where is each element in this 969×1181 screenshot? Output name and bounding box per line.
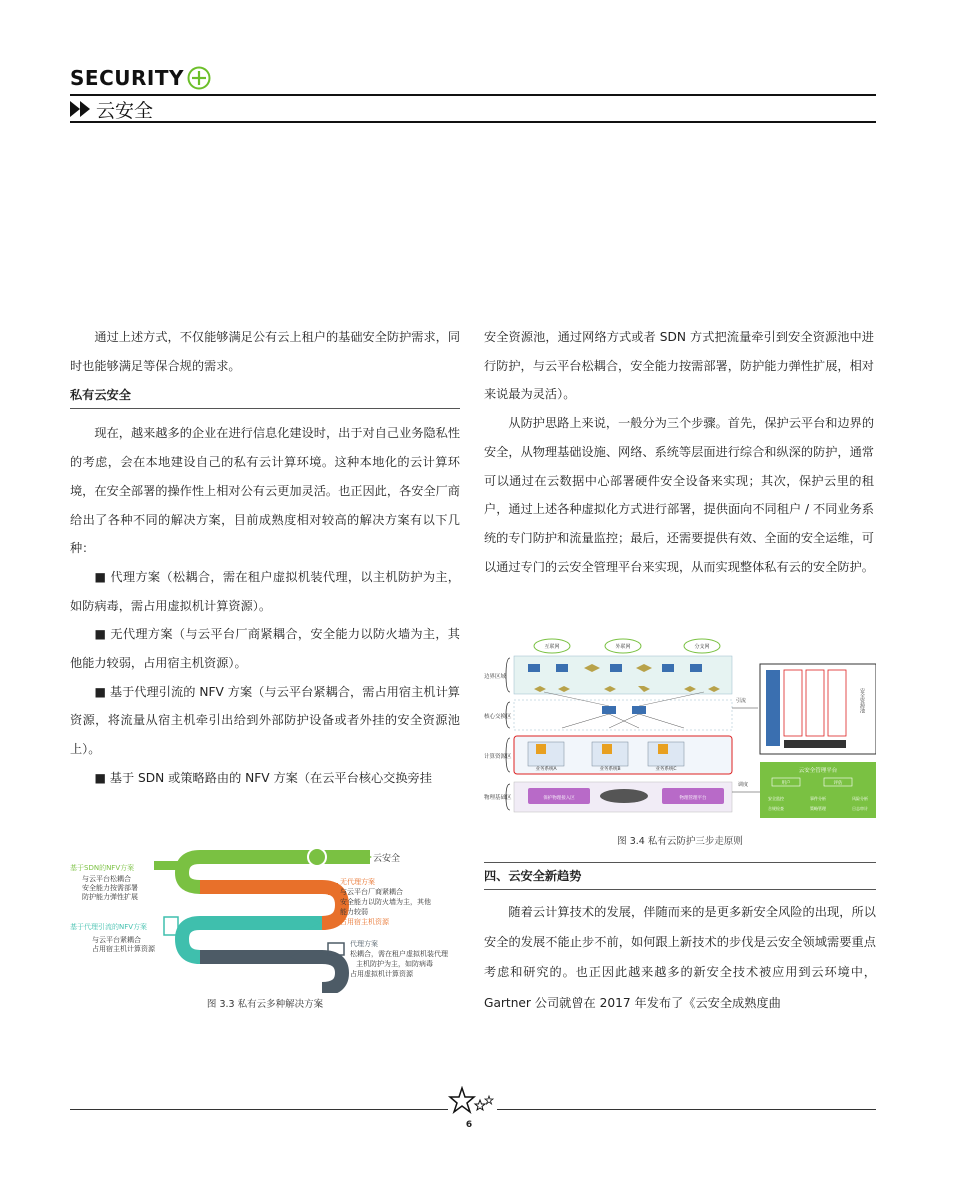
bullet-item: ■ 基于代理引流的 NFV 方案（与云平台紧耦合，需占用宿主机计算资源，将流量从宿主机牵引出给到外部防护设备或者外挂的安全资源池上）。 [70, 684, 460, 757]
vm-label: 业务系统A [535, 767, 557, 772]
s1-title: 基于SDN的NFV方案 [70, 864, 135, 872]
s2-line: 能力较弱 [340, 908, 368, 916]
stars-icon [447, 1086, 497, 1116]
zone-label: 边界区域 [484, 674, 507, 680]
router-icon [528, 664, 540, 672]
router-icon [556, 664, 568, 672]
vm-label: 业务系统C [655, 767, 677, 772]
router-icon [662, 664, 674, 672]
mgmt-item: 评估 [833, 781, 843, 786]
phys-label: 物理管理平台 [679, 796, 707, 801]
bullet-item: ■ 基于 SDN 或策略路由的 NFV 方案（在云平台核心交换旁挂 [94, 770, 432, 785]
paragraph: 从防护思路上来说，一般分为三个步骤。首先，保护云平台和边界的安全，从物理基础设施、网络、系统等层面进行综合和纵深的防护，通常可以通过在云数据中心部署硬件安全设备来实现；其次，保护云里的租户，通过上述各种虚拟化方式进行部署，提供面向不同租户 / 不同业务系统的专门防护和流量监控；最后，还需要提供有效、全面的安全运维，可以通过专门的云安全管理平台来实现，从而实现整体私有云的安全防护。 [484, 416, 875, 574]
fig33-end-label: 云安全 [373, 854, 401, 864]
router-icon [690, 664, 702, 672]
app-icon [658, 744, 668, 754]
mgmt-item: 用户 [781, 781, 791, 786]
bullet-item: ■ 无代理方案（与云平台厂商紧耦合，安全能力以防火墙为主，其他能力较弱，占用宿主机资源）。 [70, 627, 460, 671]
bullet-item: ■ 代理方案（松耦合，需在租户虚拟机装代理，以主机防护为主，如防病毒，需占用虚拟机计算资源）。 [70, 569, 460, 613]
s1-line: 安全能力按需部署 [82, 884, 138, 892]
figure-solutions-diagram [70, 843, 470, 993]
brand-text: SECURITY [70, 66, 184, 90]
left-column [70, 323, 460, 793]
phys-label: 保护物理接入区 [543, 796, 575, 801]
right-column [484, 323, 874, 581]
app-icon [536, 744, 546, 754]
mgmt-item: 风险分析 [852, 796, 868, 801]
brand [70, 64, 211, 92]
figure-caption: 图 3.3 私有云多种解决方案 [206, 999, 324, 1010]
s2-line: 占用宿主机资源 [340, 918, 389, 926]
cloud-label: 互联网 [544, 644, 560, 650]
s1-line: 防护能力弹性扩展 [82, 893, 138, 901]
router-icon [610, 664, 622, 672]
cloud-label: 外联网 [615, 644, 631, 650]
s3-title: 基于代理引流的NFV方案 [70, 923, 148, 931]
s4-line: 主机防护为主，如防病毒 [356, 960, 433, 968]
zone-label: 计算资源区 [484, 754, 512, 760]
paragraph: 安全资源池，通过网络方式或者 SDN 方式把流量牵引到安全资源池中进行防护，与云平台松耦合，安全能力按需部署，防护能力弹性扩展，相对来说最为灵活）。 [484, 330, 874, 402]
mgmt-item: 策略管理 [810, 806, 826, 811]
zone-label: 物理基础区 [484, 795, 512, 801]
s4-title: 代理方案 [350, 940, 378, 948]
paragraph: 现在，越来越多的企业在进行信息化建设时，出于对自己业务隐私性的考虑，会在本地建设自己的私有云计算环境。这种本地化的云计算环境，在安全部署的操作性上相对公有云更加灵活。也正因此，各安全厂商给出了各种不同的解决方案，目前成熟度相对较高的解决方案有以下几种： [70, 426, 461, 556]
cloud-icon [308, 848, 326, 866]
section-rule [70, 121, 876, 123]
page-number: 6 [465, 1120, 473, 1130]
pool-label: 安全资源池 [859, 688, 865, 713]
s2-line: 与云平台厂商紧耦合 [340, 888, 403, 896]
app-icon [602, 744, 612, 754]
header-rule [70, 94, 876, 96]
storage-icon [600, 789, 648, 803]
s1-line: 与云平台松耦合 [82, 875, 131, 883]
mgmt-title: 云安全管理平台 [798, 768, 838, 774]
paragraph: 通过上述方式，不仅能够满足公有云上租户的基础安全防护需求，同时也能够满足等保合规的需求。 [70, 330, 461, 373]
plus-circle-icon [187, 66, 211, 90]
subheading-private-cloud: 私有云安全 [70, 382, 460, 409]
right-column-lower [484, 897, 876, 1018]
mgmt-item: 合规检查 [768, 806, 784, 811]
s3-line: 占用宿主机计算资源 [92, 945, 155, 953]
rack-icon [154, 861, 178, 870]
section-title: 云安全 [96, 99, 154, 122]
document-icon [328, 883, 338, 895]
switch-icon [602, 706, 616, 714]
cloud-label: 分支网 [694, 644, 710, 650]
section-heading-trends: 四、云安全新趋势 [484, 862, 876, 890]
mgmt-item: 日志审计 [852, 806, 868, 811]
figure-caption: 图 3.4 私有云防护三步走原则 [617, 836, 743, 847]
figure-protection-diagram [484, 636, 876, 822]
s4-line: 占用虚拟机计算资源 [350, 970, 413, 978]
s2-line: 安全能力以防火墙为主，其他 [340, 898, 431, 906]
arrow-label: 调度 [738, 782, 749, 788]
s4-line: 松耦合，需在租户虚拟机装代理 [350, 950, 448, 958]
zone-label: 核心交换区 [484, 714, 512, 720]
s2-title: 无代理方案 [340, 878, 375, 886]
mgmt-item: 安全监控 [768, 796, 784, 801]
arrow-label: 引流 [736, 698, 747, 704]
footer-rule [497, 1109, 876, 1110]
s3-line: 与云平台紧耦合 [92, 936, 141, 944]
pool-side-bar [766, 670, 780, 746]
mgmt-item: 事件分析 [810, 796, 826, 801]
double-arrow-icon [70, 101, 92, 117]
zone-edge [514, 656, 732, 694]
zone-core [514, 700, 732, 730]
switch-icon [632, 706, 646, 714]
footer-rule [70, 1109, 448, 1110]
paragraph: 随着云计算技术的发展，伴随而来的是更多新安全风险的出现，所以安全的发展不能止步不前，如何跟上新技术的步伐是云安全领域需要重点考虑和研究的。也正因此越来越多的新安全技术被应用到云环境中，Gartner 公司就曾在 2017 年发布了《云安全成熟度曲 [484, 905, 876, 1010]
vm-label: 业务系统B [599, 767, 621, 772]
section-header [70, 97, 153, 121]
